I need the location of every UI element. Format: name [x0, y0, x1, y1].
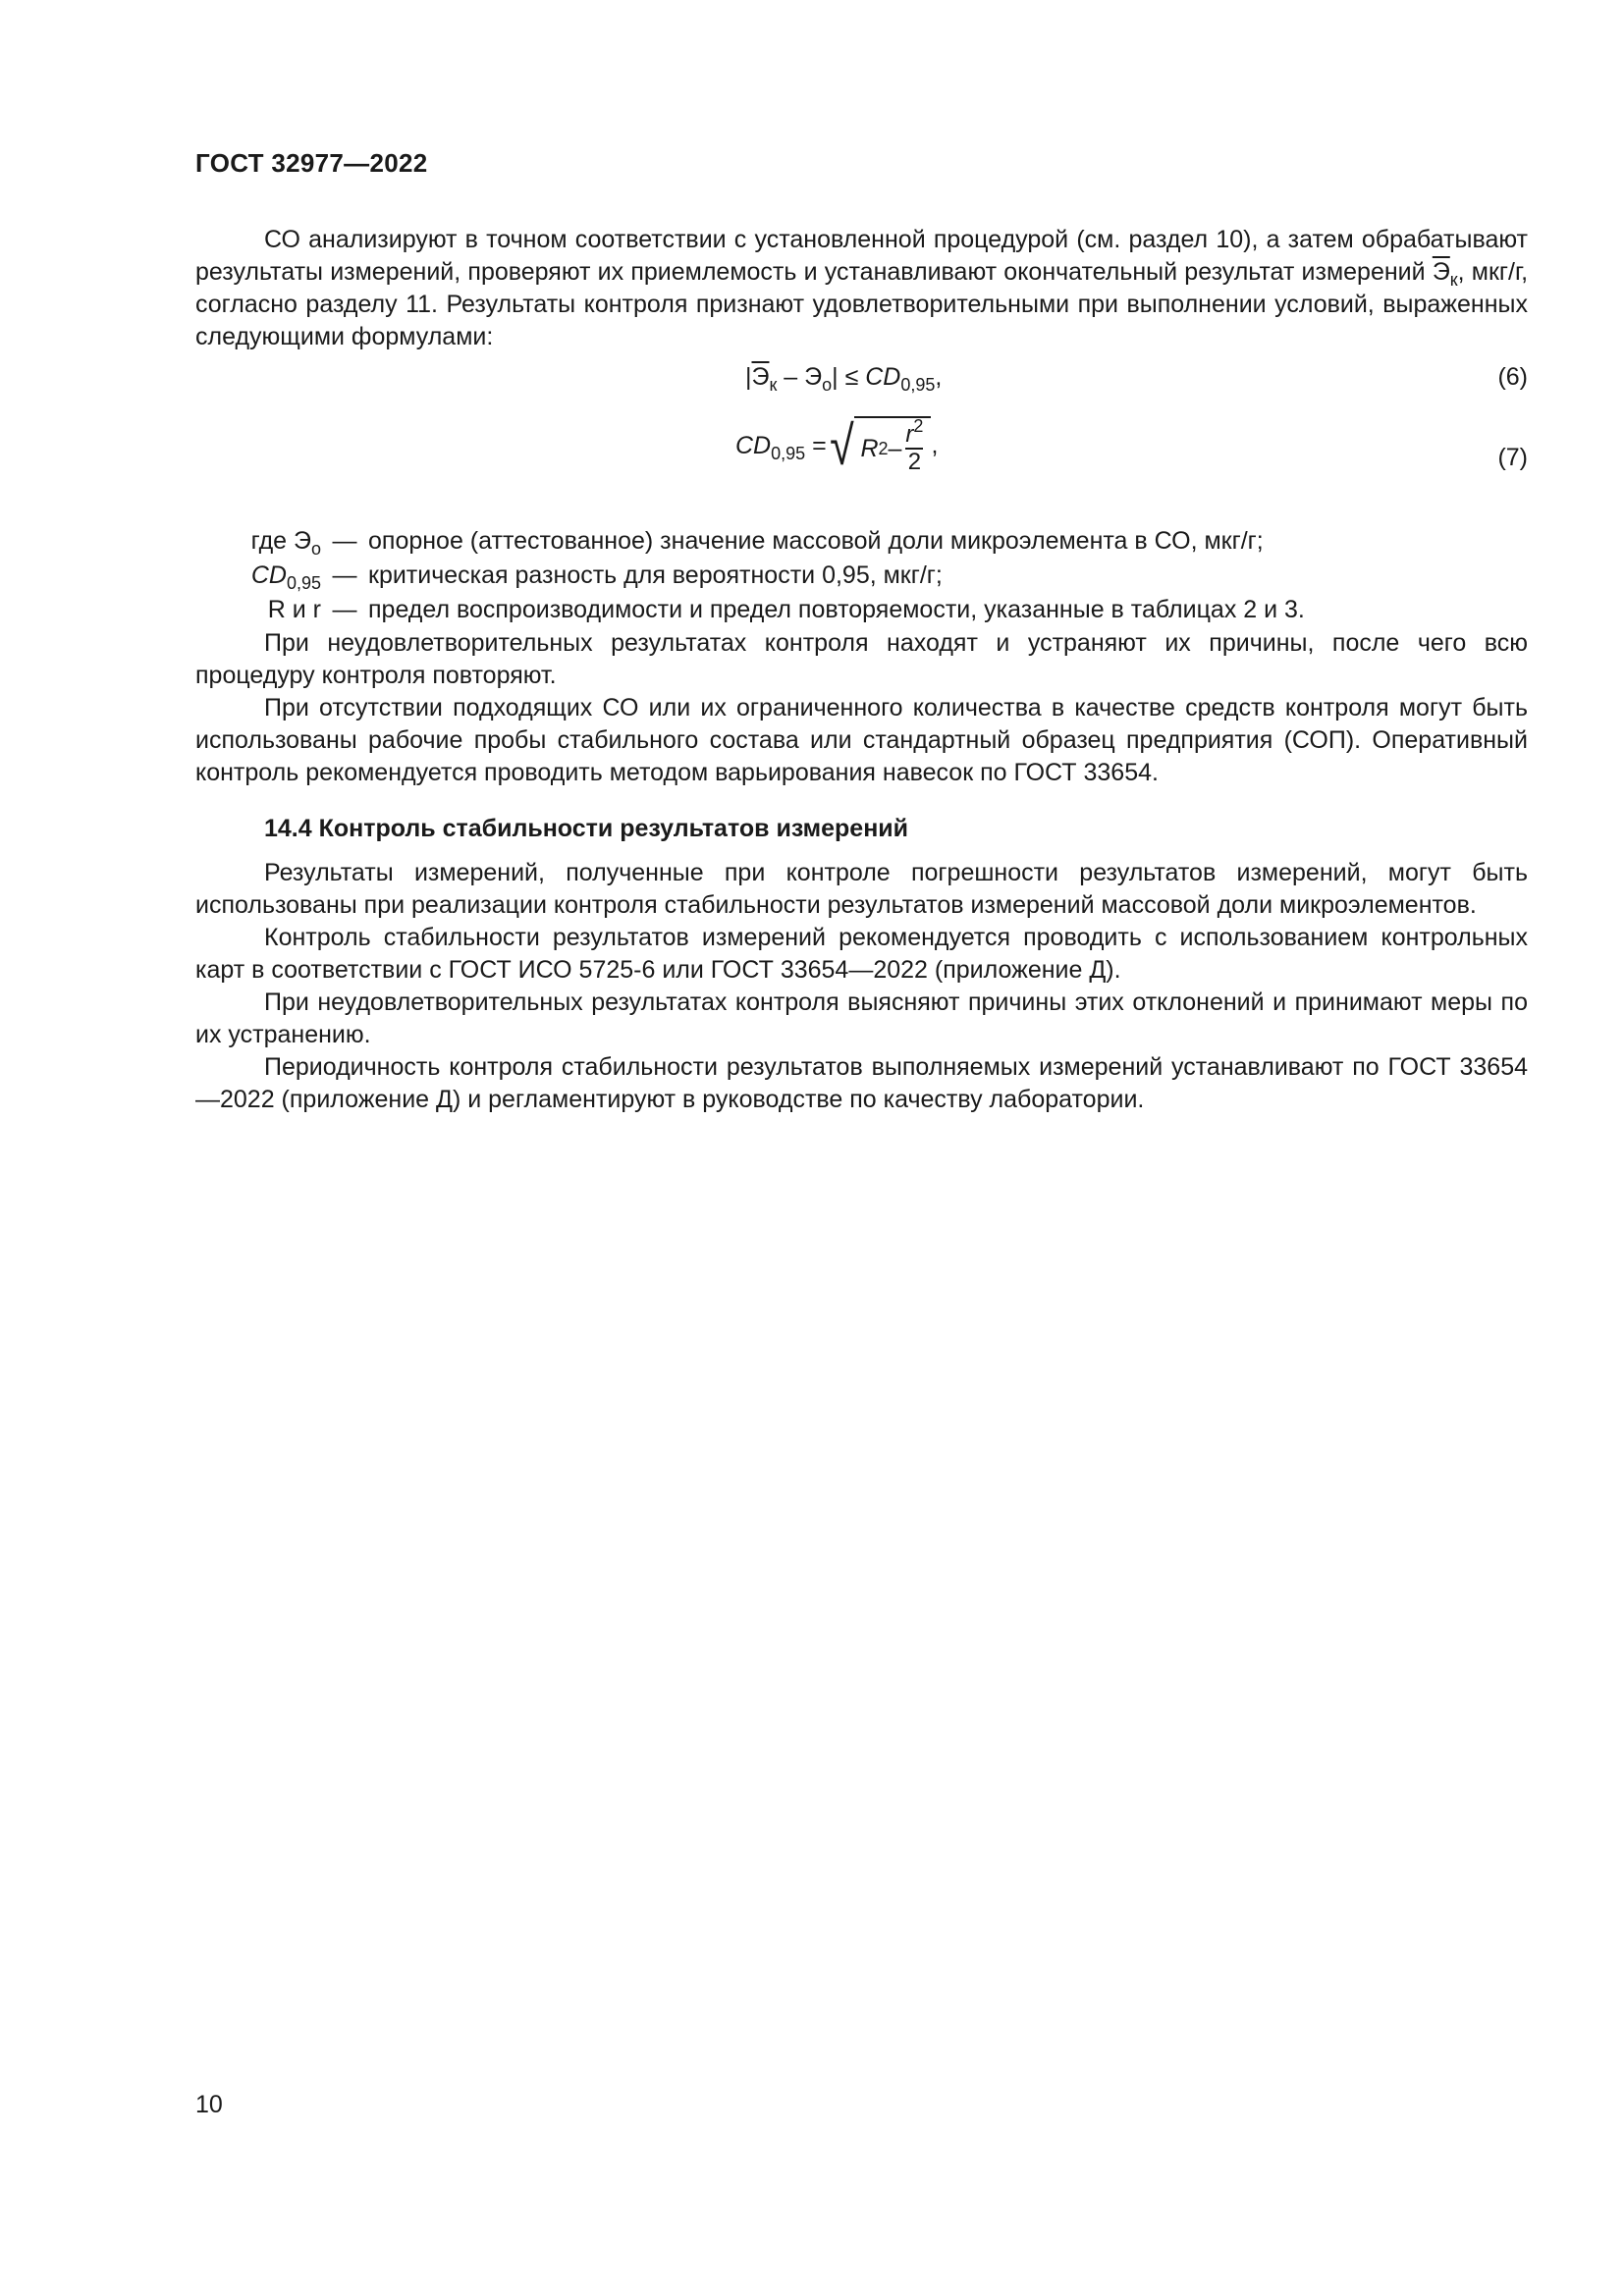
paragraph-text: СО анализируют в точном соответствии с установленной процедурой (см. раздел 10), а затем обрабатывают результаты измерений, проверяют их приемлемость и устанавливают окончательный результат измерений	[195, 226, 1528, 286]
abs-bar-open: |	[745, 363, 752, 391]
definition-dash: —	[332, 596, 357, 623]
paragraph-no-reference-materials: При отсутствии подходящих СО или их ограниченного количества в качестве средств контроля могут быть использованы рабочие пробы стабильного состава или стандартный образец предприятия (СОП). Оперативный контроль рекомендуется проводить методом варьирования навесок по ГОСТ 33654.	[195, 694, 1528, 786]
minus-sign: –	[777, 363, 805, 391]
formula-6-expression	[745, 361, 942, 394]
definition-item	[195, 559, 1528, 593]
numerator	[905, 416, 924, 448]
definition-item	[195, 524, 1528, 559]
cd-term	[735, 430, 827, 462]
formula-6	[195, 353, 1528, 404]
paragraph-control-procedure	[195, 224, 1528, 353]
square-root	[827, 416, 932, 475]
definition-dash: —	[332, 561, 357, 589]
subscript: к	[769, 375, 778, 395]
denominator: 2	[907, 449, 922, 475]
paragraph-stability-results: Результаты измерений, полученные при контроле погрешности результатов измерений, могут быть использованы при реализации контроля стабильности результатов измерений массовой доли микроэлементов.	[195, 859, 1528, 919]
definitions-list	[195, 524, 1528, 627]
section-heading: 14.4 Контроль стабильности результатов измерений	[264, 815, 909, 842]
fraction	[905, 416, 924, 475]
page-content	[195, 224, 1528, 1116]
paragraph-control-charts: Контроль стабильности результатов измерений рекомендуется проводить с использованием контрольных карт в соответствии с ГОСТ ИСО 5725-6 или ГОСТ 33654—2022 (приложение Д).	[195, 924, 1528, 984]
symbol-R: R	[860, 434, 879, 462]
paragraph-deviations: При неудовлетворительных результатах контроля выясняют причины этих отклонений и принимают меры по их устранению.	[195, 988, 1528, 1048]
definition-dash: —	[332, 527, 357, 555]
radical-sign: √	[829, 414, 854, 476]
measurement-result-symbol: Э	[1432, 258, 1450, 286]
superscript: 2	[913, 416, 924, 436]
definition-term	[195, 524, 321, 559]
symbol-r: r	[905, 421, 914, 448]
term-text: R и r	[267, 596, 321, 623]
symbol-eo: Э	[804, 363, 823, 391]
definition-text: критическая разность для вероятности 0,95, мкг/г;	[368, 561, 943, 589]
comma: ,	[935, 363, 943, 391]
paragraph-text: , мкг/г, согласно разделу 11. Результаты контроля признают удовлетворительными при выполнении условий, выраженных следующими формулами:	[195, 258, 1529, 350]
symbol-subscript: к	[1449, 270, 1458, 290]
term-subscript: 0,95	[286, 573, 321, 593]
formula-7	[195, 416, 1528, 507]
definition-term	[195, 593, 321, 627]
subscript: 0,95	[771, 443, 806, 463]
symbol-cd: CD	[735, 431, 772, 459]
abs-bar-close-leq: | ≤	[832, 363, 866, 391]
paragraph-periodicity: Периодичность контроля стабильности результатов выполняемых измерений устанавливают по ГОСТ 33654—2022 (приложение Д) и регламентируют в руководстве по качеству лаборатории.	[195, 1053, 1528, 1113]
page-number: 10	[195, 2091, 223, 2118]
term-text: CD	[250, 561, 287, 589]
subscript: 0,95	[900, 375, 936, 395]
term-subscript: о	[310, 539, 321, 559]
equals-sign: =	[805, 431, 827, 459]
formula-7-expression	[735, 416, 938, 475]
comma: ,	[931, 431, 939, 459]
document-header: ГОСТ 32977—2022	[195, 148, 428, 178]
definition-text: предел воспроизводимости и предел повторяемости, указанные в таблицах 2 и 3.	[368, 596, 1305, 623]
paragraph-unsatisfactory: При неудовлетворительных результатах контроля находят и устраняют их причины, после чего всю процедуру контроля повторяют.	[195, 629, 1528, 689]
minus-sign: –	[888, 434, 902, 462]
symbol-ek: Э	[751, 363, 770, 391]
term-text: где Э	[250, 527, 311, 555]
formula-7-number: (7)	[1497, 444, 1528, 471]
symbol-cd: CD	[865, 363, 901, 391]
definition-text: опорное (аттестованное) значение массовой доли микроэлемента в СО, мкг/г;	[368, 527, 1264, 555]
definition-item	[195, 593, 1528, 627]
radicand: R 2 – $\frac{r^2}{2}$	[854, 416, 931, 475]
formula-6-number: (6)	[1497, 363, 1528, 391]
subscript: о	[822, 375, 833, 395]
definition-term	[195, 559, 321, 593]
